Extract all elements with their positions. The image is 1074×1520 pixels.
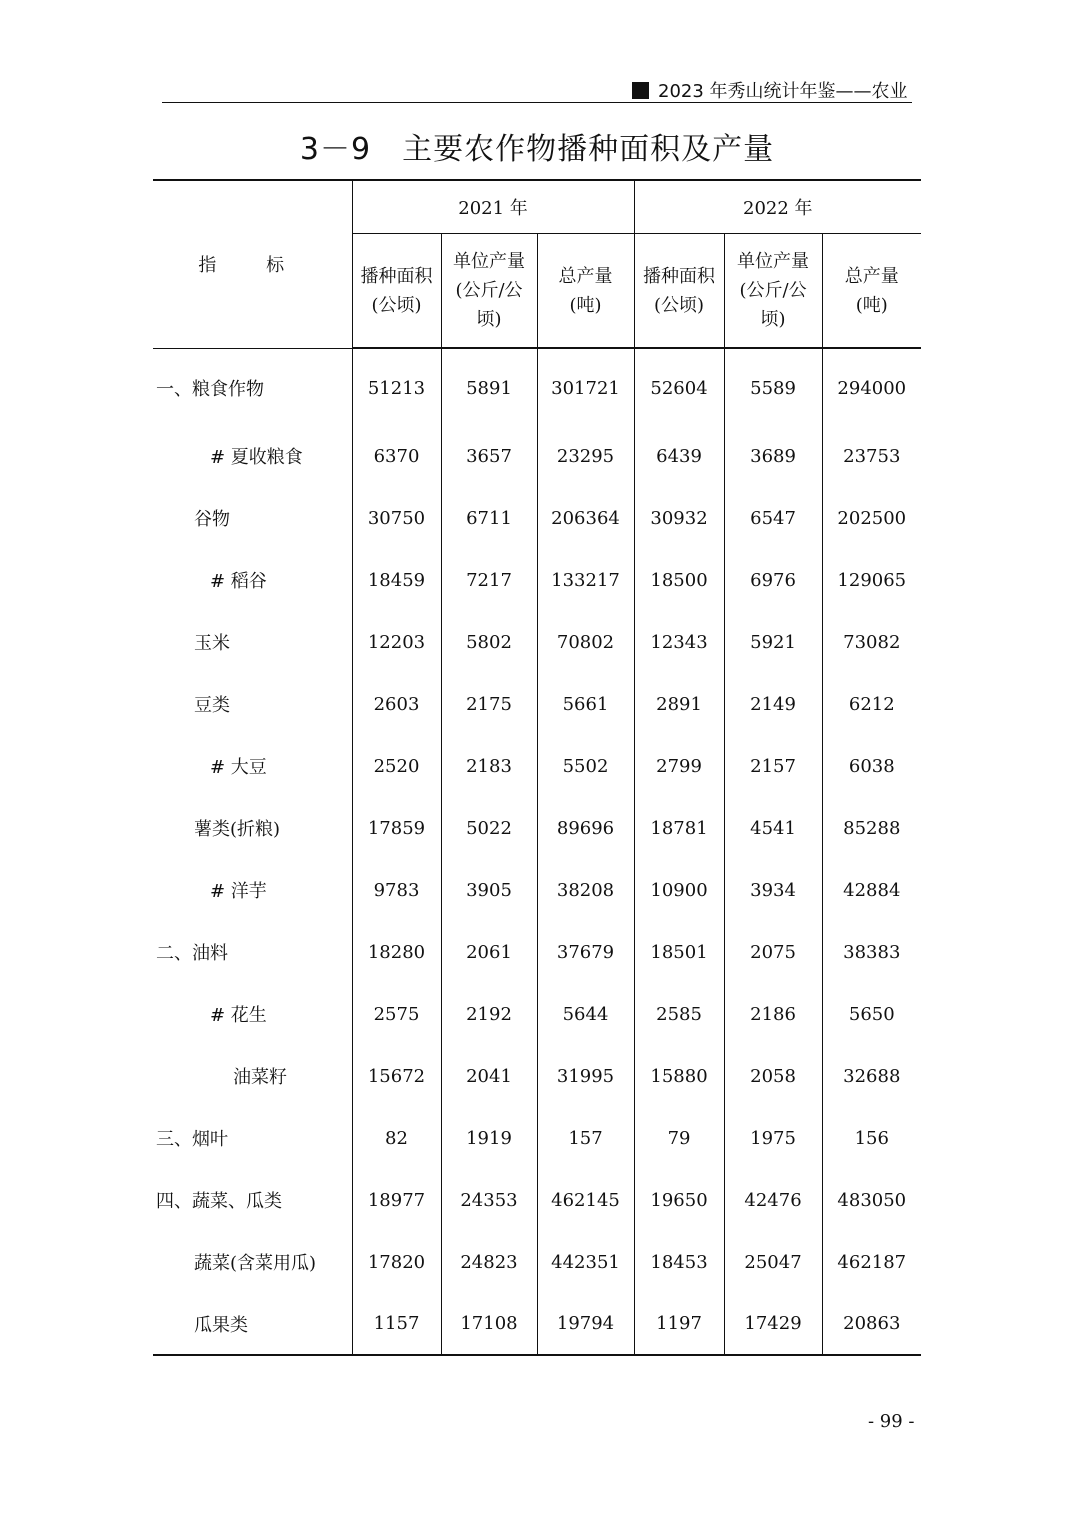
row-label: 蔬菜(含菜用瓜) (194, 1253, 317, 1274)
table-cell: 18500 (634, 549, 724, 611)
table-cell: 70802 (537, 611, 634, 673)
row-label: 瓜果类 (153, 1293, 352, 1355)
table-cell: 202500 (822, 487, 921, 549)
table-row (153, 859, 921, 921)
table-cell: 2192 (441, 983, 537, 1045)
column-header-output (822, 234, 921, 349)
row-label: 二、油料 (156, 943, 228, 964)
table-cell: 2799 (634, 735, 724, 797)
table-cell: 5921 (724, 611, 822, 673)
table-cell: 5650 (822, 983, 921, 1045)
table-cell: 19650 (634, 1169, 724, 1231)
year-header-2021: 2021 年 (352, 180, 634, 234)
table-cell: 129065 (822, 549, 921, 611)
column-header-line: (公顷) (371, 294, 422, 316)
running-header (632, 78, 908, 102)
table-cell: 7217 (441, 549, 537, 611)
header-rule (162, 102, 912, 103)
table-cell: 5802 (441, 611, 537, 673)
table-cell: 17859 (352, 797, 441, 859)
crop-table (153, 179, 921, 1356)
column-header-line: (公斤/公 (455, 280, 523, 301)
column-header-line: 总产量 (844, 265, 899, 287)
table-cell: 38208 (537, 859, 634, 921)
table-row (153, 797, 921, 859)
row-label: # 大豆 (210, 757, 267, 778)
table-cell: 2058 (724, 1045, 822, 1107)
table-cell: 3657 (441, 425, 537, 487)
column-header-line: (吨) (569, 294, 602, 316)
table-cell: 79 (634, 1107, 724, 1169)
table-cell: 206364 (537, 487, 634, 549)
table-cell: 2186 (724, 983, 822, 1045)
table-cell: 20863 (822, 1293, 921, 1355)
table-cell: 89696 (537, 797, 634, 859)
row-label: 谷物 (194, 509, 230, 530)
table-cell: 9783 (352, 859, 441, 921)
column-header-line: 播种面积 (360, 265, 433, 287)
table-cell: 2520 (352, 735, 441, 797)
row-label: 油菜籽 (233, 1067, 287, 1088)
table-cell: 18977 (352, 1169, 441, 1231)
table-cell: 2585 (634, 983, 724, 1045)
page-number: - 99 - (868, 1411, 915, 1432)
table-cell: 24823 (441, 1231, 537, 1293)
table-row (153, 611, 921, 673)
table-cell: 12343 (634, 611, 724, 673)
column-header-line: 单位产量 (737, 251, 810, 272)
table-cell: 2149 (724, 673, 822, 735)
table-cell: 2061 (441, 921, 537, 983)
table-cell: 51213 (352, 348, 441, 425)
table-cell: 6547 (724, 487, 822, 549)
table-row (153, 673, 921, 735)
table-cell: 17108 (441, 1293, 537, 1355)
table-cell: 42884 (822, 859, 921, 921)
column-header-line: 顷) (476, 309, 502, 330)
table-row (153, 1293, 921, 1355)
table-cell: 15880 (634, 1045, 724, 1107)
row-label: 薯类(折粮) (194, 819, 281, 840)
row-label: # 夏收粮食 (210, 447, 303, 468)
table-cell: 301721 (537, 348, 634, 425)
table-cell: 1157 (352, 1293, 441, 1355)
row-label: # 稻谷 (210, 571, 267, 592)
table-body (153, 348, 921, 1355)
table-row (153, 921, 921, 983)
column-header-line: (公顷) (654, 294, 705, 316)
row-label: # 花生 (210, 1005, 267, 1026)
table-cell: 5661 (537, 673, 634, 735)
table-row (153, 348, 921, 425)
table-row (153, 983, 921, 1045)
table-cell: 12203 (352, 611, 441, 673)
table-cell: 3689 (724, 425, 822, 487)
table-row (153, 1169, 921, 1231)
row-label: 一、粮食作物 (156, 378, 264, 400)
table-cell: 30750 (352, 487, 441, 549)
table-cell: 25047 (724, 1231, 822, 1293)
table-cell: 4541 (724, 797, 822, 859)
table-cell: 19794 (537, 1293, 634, 1355)
table-cell: 82 (352, 1107, 441, 1169)
table-cell: 10900 (634, 859, 724, 921)
table-cell: 6038 (822, 735, 921, 797)
row-label: 四、蔬菜、瓜类 (156, 1191, 282, 1212)
table-cell: 85288 (822, 797, 921, 859)
table-cell: 5589 (724, 348, 822, 425)
table-cell: 6976 (724, 549, 822, 611)
row-label: 三、烟叶 (156, 1129, 228, 1150)
table-cell: 18280 (352, 921, 441, 983)
table-row (153, 1231, 921, 1293)
table-cell: 442351 (537, 1231, 634, 1293)
table-cell: 2183 (441, 735, 537, 797)
table-row (153, 1107, 921, 1169)
table-cell: 156 (822, 1107, 921, 1169)
table-cell: 1197 (634, 1293, 724, 1355)
table-cell: 23753 (822, 425, 921, 487)
table-row (153, 1045, 921, 1107)
table-cell: 37679 (537, 921, 634, 983)
table-cell: 3934 (724, 859, 822, 921)
table-cell: 23295 (537, 425, 634, 487)
table-cell: 6370 (352, 425, 441, 487)
table-cell: 15672 (352, 1045, 441, 1107)
row-label: # 洋芋 (210, 881, 267, 902)
table-row (153, 549, 921, 611)
table-cell: 5502 (537, 735, 634, 797)
black-square-icon (632, 82, 649, 99)
table-cell: 18453 (634, 1231, 724, 1293)
table-cell: 18459 (352, 549, 441, 611)
row-label: 玉米 (194, 633, 230, 654)
table-cell: 42476 (724, 1169, 822, 1231)
column-header-line: 播种面积 (643, 265, 716, 287)
table-cell: 18781 (634, 797, 724, 859)
table-title: 3－9 主要农作物播种面积及产量 (299, 132, 775, 167)
column-header-yield (441, 234, 537, 349)
table-cell: 6439 (634, 425, 724, 487)
column-header-output (537, 234, 634, 349)
column-header-yield (724, 234, 822, 349)
table-cell: 52604 (634, 348, 724, 425)
table-cell: 133217 (537, 549, 634, 611)
year-header-2022: 2022 年 (634, 180, 921, 234)
table-cell: 2175 (441, 673, 537, 735)
row-label: 豆类 (194, 695, 230, 716)
table-cell: 3905 (441, 859, 537, 921)
table-cell: 2891 (634, 673, 724, 735)
table-cell: 5644 (537, 983, 634, 1045)
table-cell: 18501 (634, 921, 724, 983)
table-cell: 462145 (537, 1169, 634, 1231)
table-cell: 2157 (724, 735, 822, 797)
table-cell: 462187 (822, 1231, 921, 1293)
table-cell: 294000 (822, 348, 921, 425)
table-cell: 1975 (724, 1107, 822, 1169)
table-cell: 1919 (441, 1107, 537, 1169)
table-cell: 32688 (822, 1045, 921, 1107)
table-cell: 2075 (724, 921, 822, 983)
table-cell: 5891 (441, 348, 537, 425)
table-cell: 30932 (634, 487, 724, 549)
running-title: 2023 年秀山统计年鉴——农业 (658, 81, 908, 102)
table-cell: 2575 (352, 983, 441, 1045)
table-cell: 73082 (822, 611, 921, 673)
column-header-area (634, 234, 724, 349)
table-row (153, 425, 921, 487)
table-cell: 2603 (352, 673, 441, 735)
column-header-line: (公斤/公 (739, 280, 807, 301)
table-cell: 6711 (441, 487, 537, 549)
table-cell: 2041 (441, 1045, 537, 1107)
table-cell: 17429 (724, 1293, 822, 1355)
table-cell: 31995 (537, 1045, 634, 1107)
column-header-area (352, 234, 441, 349)
table-cell: 5022 (441, 797, 537, 859)
column-header-line: 单位产量 (453, 251, 525, 272)
table-row (153, 735, 921, 797)
table-cell: 6212 (822, 673, 921, 735)
column-header-line: 顷) (760, 309, 786, 330)
column-header-line: 总产量 (558, 265, 613, 287)
index-header: 指 标 (153, 180, 352, 348)
table-cell: 38383 (822, 921, 921, 983)
table-cell: 17820 (352, 1231, 441, 1293)
column-header-line: (吨) (855, 294, 888, 316)
table-cell: 157 (537, 1107, 634, 1169)
table-cell: 24353 (441, 1169, 537, 1231)
table-cell: 483050 (822, 1169, 921, 1231)
table-row (153, 487, 921, 549)
